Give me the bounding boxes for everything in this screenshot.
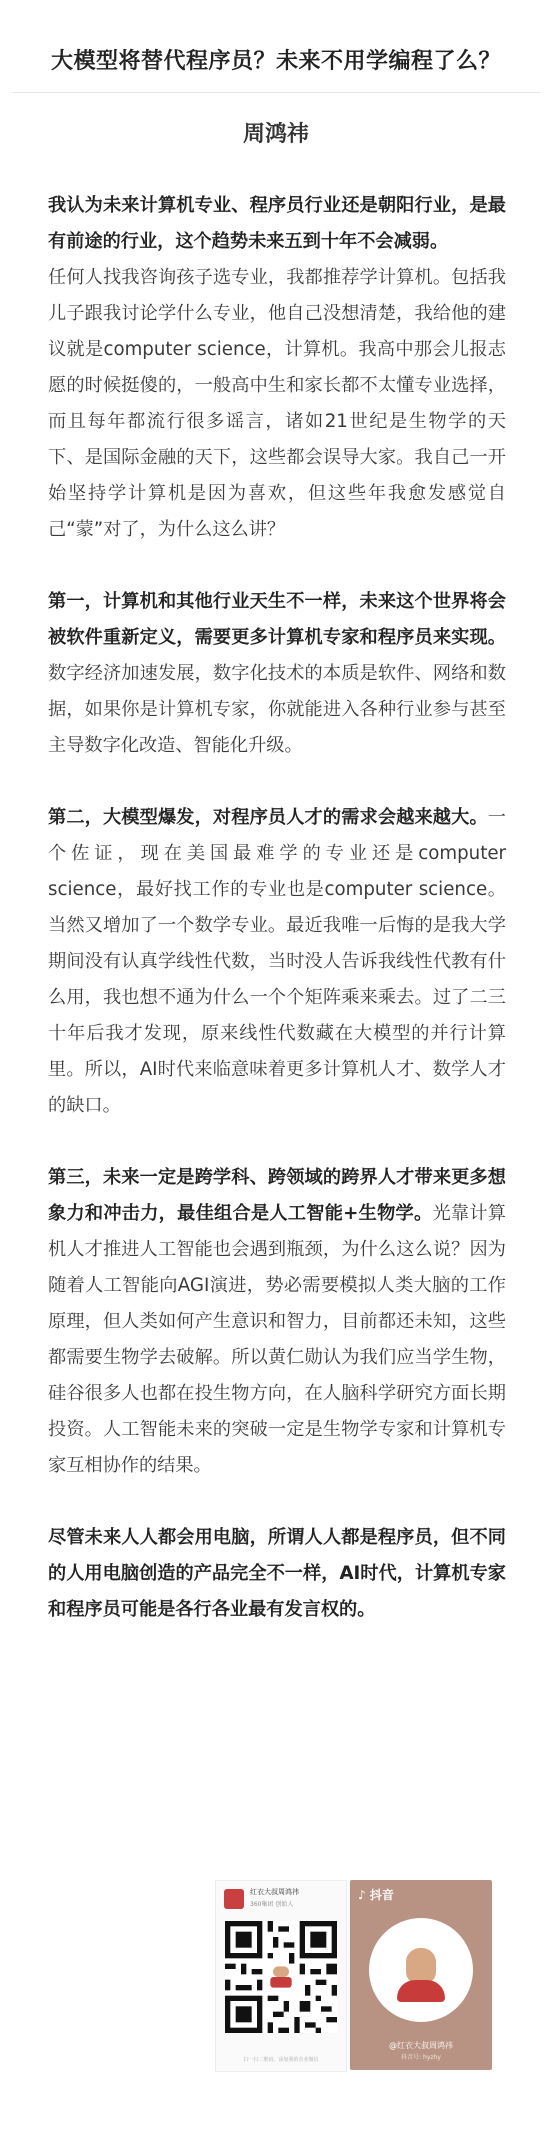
portrait-face <box>406 1948 436 1984</box>
douyin-qr-code <box>369 1918 473 2022</box>
douyin-id: 抖音号: hyzhy <box>401 2054 441 2061</box>
douyin-name: @红衣大叔周鸿祎 <box>389 2041 453 2050</box>
portrait-body <box>397 1980 445 2002</box>
article-body <box>48 188 506 1664</box>
paragraph-point-1 <box>48 584 506 764</box>
douyin-icon: ♪ <box>358 1888 366 1902</box>
paragraph-bold: 第一，计算机和其他行业天生不一样，未来这个世界将会被软件重新定义，需要更多计算机专家和程序员来实现。 <box>48 591 506 648</box>
avatar <box>224 1889 244 1909</box>
qr-code-section <box>0 1880 552 2080</box>
wechat-qr-card[interactable] <box>215 1880 347 2072</box>
wechat-qr-code <box>225 1921 337 2033</box>
paragraph-intro <box>48 260 506 548</box>
wechat-name: 红衣大叔周鸿祎 <box>250 1888 299 1896</box>
wechat-footer: 扫一扫二维码，添加我的企业微信 <box>243 2057 319 2063</box>
paragraph-point-3 <box>48 1160 506 1484</box>
paragraph-text: 一个佐证，现在美国最难学的专业还是computer science，最好找工作的专业也是computer science。当然又增加了一个数学专业。最近我唯一后悔的是我大学期间没有认真学线性代数，当时没人告诉我线性代教有什么用，我也想不通为什么一个个矩阵乘来乘去。过了二三十年后我才发现，原来线性代数藏在大模型的并行计算里。所以，AI时代来临意味着更多计算机人才、数学人才的缺口。 <box>48 807 506 1116</box>
paragraph-bold: 我认为未来计算机专业、程序员行业还是朝阳行业，是最有前途的行业，这个趋势未来五到十年不会减弱。 <box>48 195 506 252</box>
page-title: 大模型将替代程序员？未来不用学编程了么？ <box>50 49 501 74</box>
douyin-logo <box>358 1886 394 1903</box>
paragraph-intro-claim <box>48 188 506 260</box>
douyin-logo-text: 抖音 <box>369 1888 394 1902</box>
paragraph-conclusion <box>48 1520 506 1628</box>
paragraph-bold: 第三，未来一定是跨学科、跨领域的跨界人才带来更多想象力和冲击力，最佳组合是人工智能+生物学。 <box>48 1167 506 1224</box>
paragraph-bold: 尽管未来人人都会用电脑，所谓人人都是程序员，但不同的人用电脑创造的产品完全不一样，AI时代，计算机专家和程序员可能是各行各业最有发言权的。 <box>48 1527 506 1620</box>
paragraph-text: 数字经济加速发展，数字化技术的本质是软件、网络和数据，如果你是计算机专家，你就能进入各种行业参与甚至主导数字化改造、智能化升级。 <box>48 663 506 756</box>
paragraph-bold: 第二，大模型爆发，对程序员人才的需求会越来越大。 <box>48 807 488 828</box>
douyin-qr-card[interactable] <box>350 1880 492 2070</box>
author-name: 周鸿祎 <box>242 122 309 147</box>
wechat-org: 360集团 创始人 <box>250 1901 294 1908</box>
paragraph-text: 光靠计算机人才推进人工智能也会遇到瓶颈，为什么这么说？因为随着人工智能向AGI演进，势必需要模拟人类大脑的工作原理，但人类如何产生意识和智力，目前都还未知，这些都需要生物学去破解。所以黄仁勋认为我们应当学生物，硅谷很多人也都在投生物方向，在人脑科学研究方面长期投资。人工智能未来的突破一定是生物学专家和计算机专家互相协作的结果。 <box>48 1203 506 1476</box>
paragraph-text: 任何人找我咨询孩子选专业，我都推荐学计算机。包括我儿子跟我讨论学什么专业，他自己没想清楚，我给他的建议就是computer science，计算机。我高中那会儿报志愿的时候挺傻的，一般高中生和家长都不太懂专业选择，而且每年都流行很多谣言，诸如21世纪是生物学的天下、是国际金融的天下，这些都会误导大家。我自己一开始坚持学计算机是因为喜欢，但这些年我愈发感觉自己“蒙”对了，为什么这么讲？ <box>48 267 506 540</box>
title-divider <box>12 92 540 93</box>
paragraph-point-2 <box>48 800 506 1124</box>
